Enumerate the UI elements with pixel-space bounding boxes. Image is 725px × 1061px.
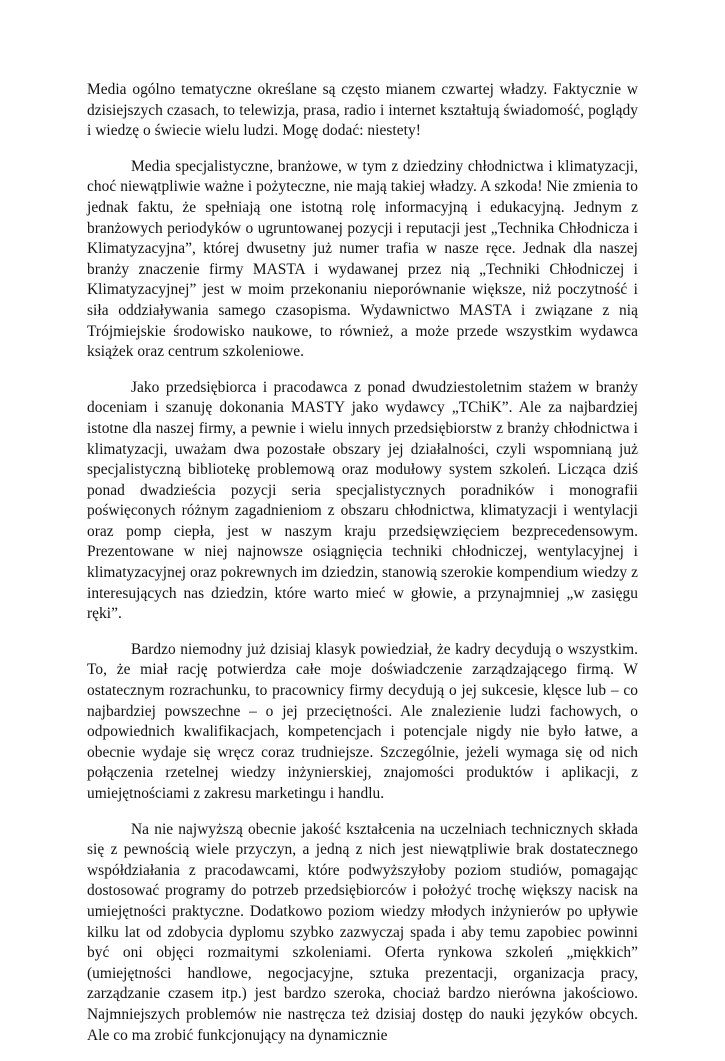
paragraph-5: Na nie najwyższą obecnie jakość kształcenia na uczelniach technicznych składa się z pewnością wiele przyczyn, a jedną z nich jest niewątpliwie brak dostatecznego współdziałania z pracodawcami, które podwyższyłoby poziom studiów, pomagając dostosować programy do potrzeb przedsiębiorców i położyć trochę większy nacisk na umiejętności praktyczne. Dodatkowo poziom wiedzy młodych inżynierów po upływie kilku lat od zdobycia dyplomu szybko zazwyczaj spada i aby temu zapobiec powinni być oni objęci rozmaitymi szkoleniami. Oferta rynkowa szkoleń „miękkich” (umiejętności handlowe, negocjacyjne, sztuka prezentacji, organizacja pracy, zarządzanie czasem itp.) jest bardzo szeroka, chociaż bardzo nierówna jakościowo. Najmniejszych problemów nie nastręcza też dzisiaj dostęp do nauki języków obcych. Ale co ma zrobić funkcjonujący na dynamicznie [87, 820, 638, 1044]
paragraph-3: Jako przedsiębiorca i pracodawca z ponad dwudziestoletnim stażem w branży doceniam i szanuję dokonania MASTY jako wydawcy „TChiK”. Ale za najbardziej istotne dla naszej firmy, a pewnie i wielu innych przedsiębiorstw z branży chłodnictwa i klimatyzacji, uważam dwa pozostałe obszary jej działalności, czyli wspomnianą już specjalistyczną bibliotekę problemową oraz modułowy system szkoleń. Licząca dziś ponad dwadzieścia pozycji seria specjalistycznych poradników i monografii poświęconych różnym zagadnieniom z obszaru chłodnictwa, klimatyzacji i wentylacji oraz pomp ciepła, jest w naszym kraju przedsięwzięciem bezprecedensowym. Prezentowane w niej najnowsze osiągnięcia techniki chłodniczej, wentylacyjnej i klimatyzacyjnej oraz pokrewnych im dziedzin, stanowią szerokie kompendium wiedzy z interesujących nas dziedzin, które warto mieć w głowie, a przynajmniej „w zasięgu ręki”. [87, 378, 638, 623]
text-column [87, 80, 638, 1061]
paragraph-1: Media ogólno tematyczne określane są często mianem czwartej władzy. Faktycznie w dzisiejszych czasach, to telewizja, prasa, radio i internet kształtują świadomość, poglądy i wiedzę o świecie wielu ludzi. Mogę dodać: niestety! [87, 81, 638, 140]
paragraph-4: Bardzo niemodny już dzisiaj klasyk powiedział, że kadry decydują o wszystkim. To, że miał rację potwierdza całe moje doświadczenie zarządzającego firmą. W ostatecznym rozrachunku, to pracownicy firmy decydują o jej sukcesie, klęsce lub – co najbardziej powszechne – o jej przeciętności. Ale znalezienie ludzi fachowych, o odpowiednich kwalifikacjach, kompetencjach i potencjale nigdy nie było łatwe, a obecnie wydaje się wręcz coraz trudniejsze. Szczególnie, jeżeli wymaga się od nich połączenia rzetelnej wiedzy inżynierskiej, znajomości produktów i aplikacji, z umiejętnościami z zakresu marketingu i handlu. [87, 640, 638, 802]
paragraph-2: Media specjalistyczne, branżowe, w tym z dziedziny chłodnictwa i klimatyzacji, choć niewątpliwie ważne i pożyteczne, nie mają takiej władzy. A szkoda! Nie zmienia to jednak faktu, że spełniają one istotną rolę informacyjną i edukacyjną. Jednym z branżowych periodyków o ugruntowanej pozycji i reputacji jest „Technika Chłodnicza i Klimatyzacyjna”, której dwusetny już numer trafia w nasze ręce. Jednak dla naszej branży znaczenie firmy MASTA i wydawanej przez nią „Techniki Chłodniczej i Klimatyzacyjnej” jest w moim przekonaniu nieporównanie większe, niż poczytność i siła oddziaływania samego czasopisma. Wydawnictwo MASTA i związane z nią Trójmiejskie środowisko naukowe, to również, a może przede wszystkim wydawca książek oraz centrum szkoleniowe. [87, 157, 638, 361]
